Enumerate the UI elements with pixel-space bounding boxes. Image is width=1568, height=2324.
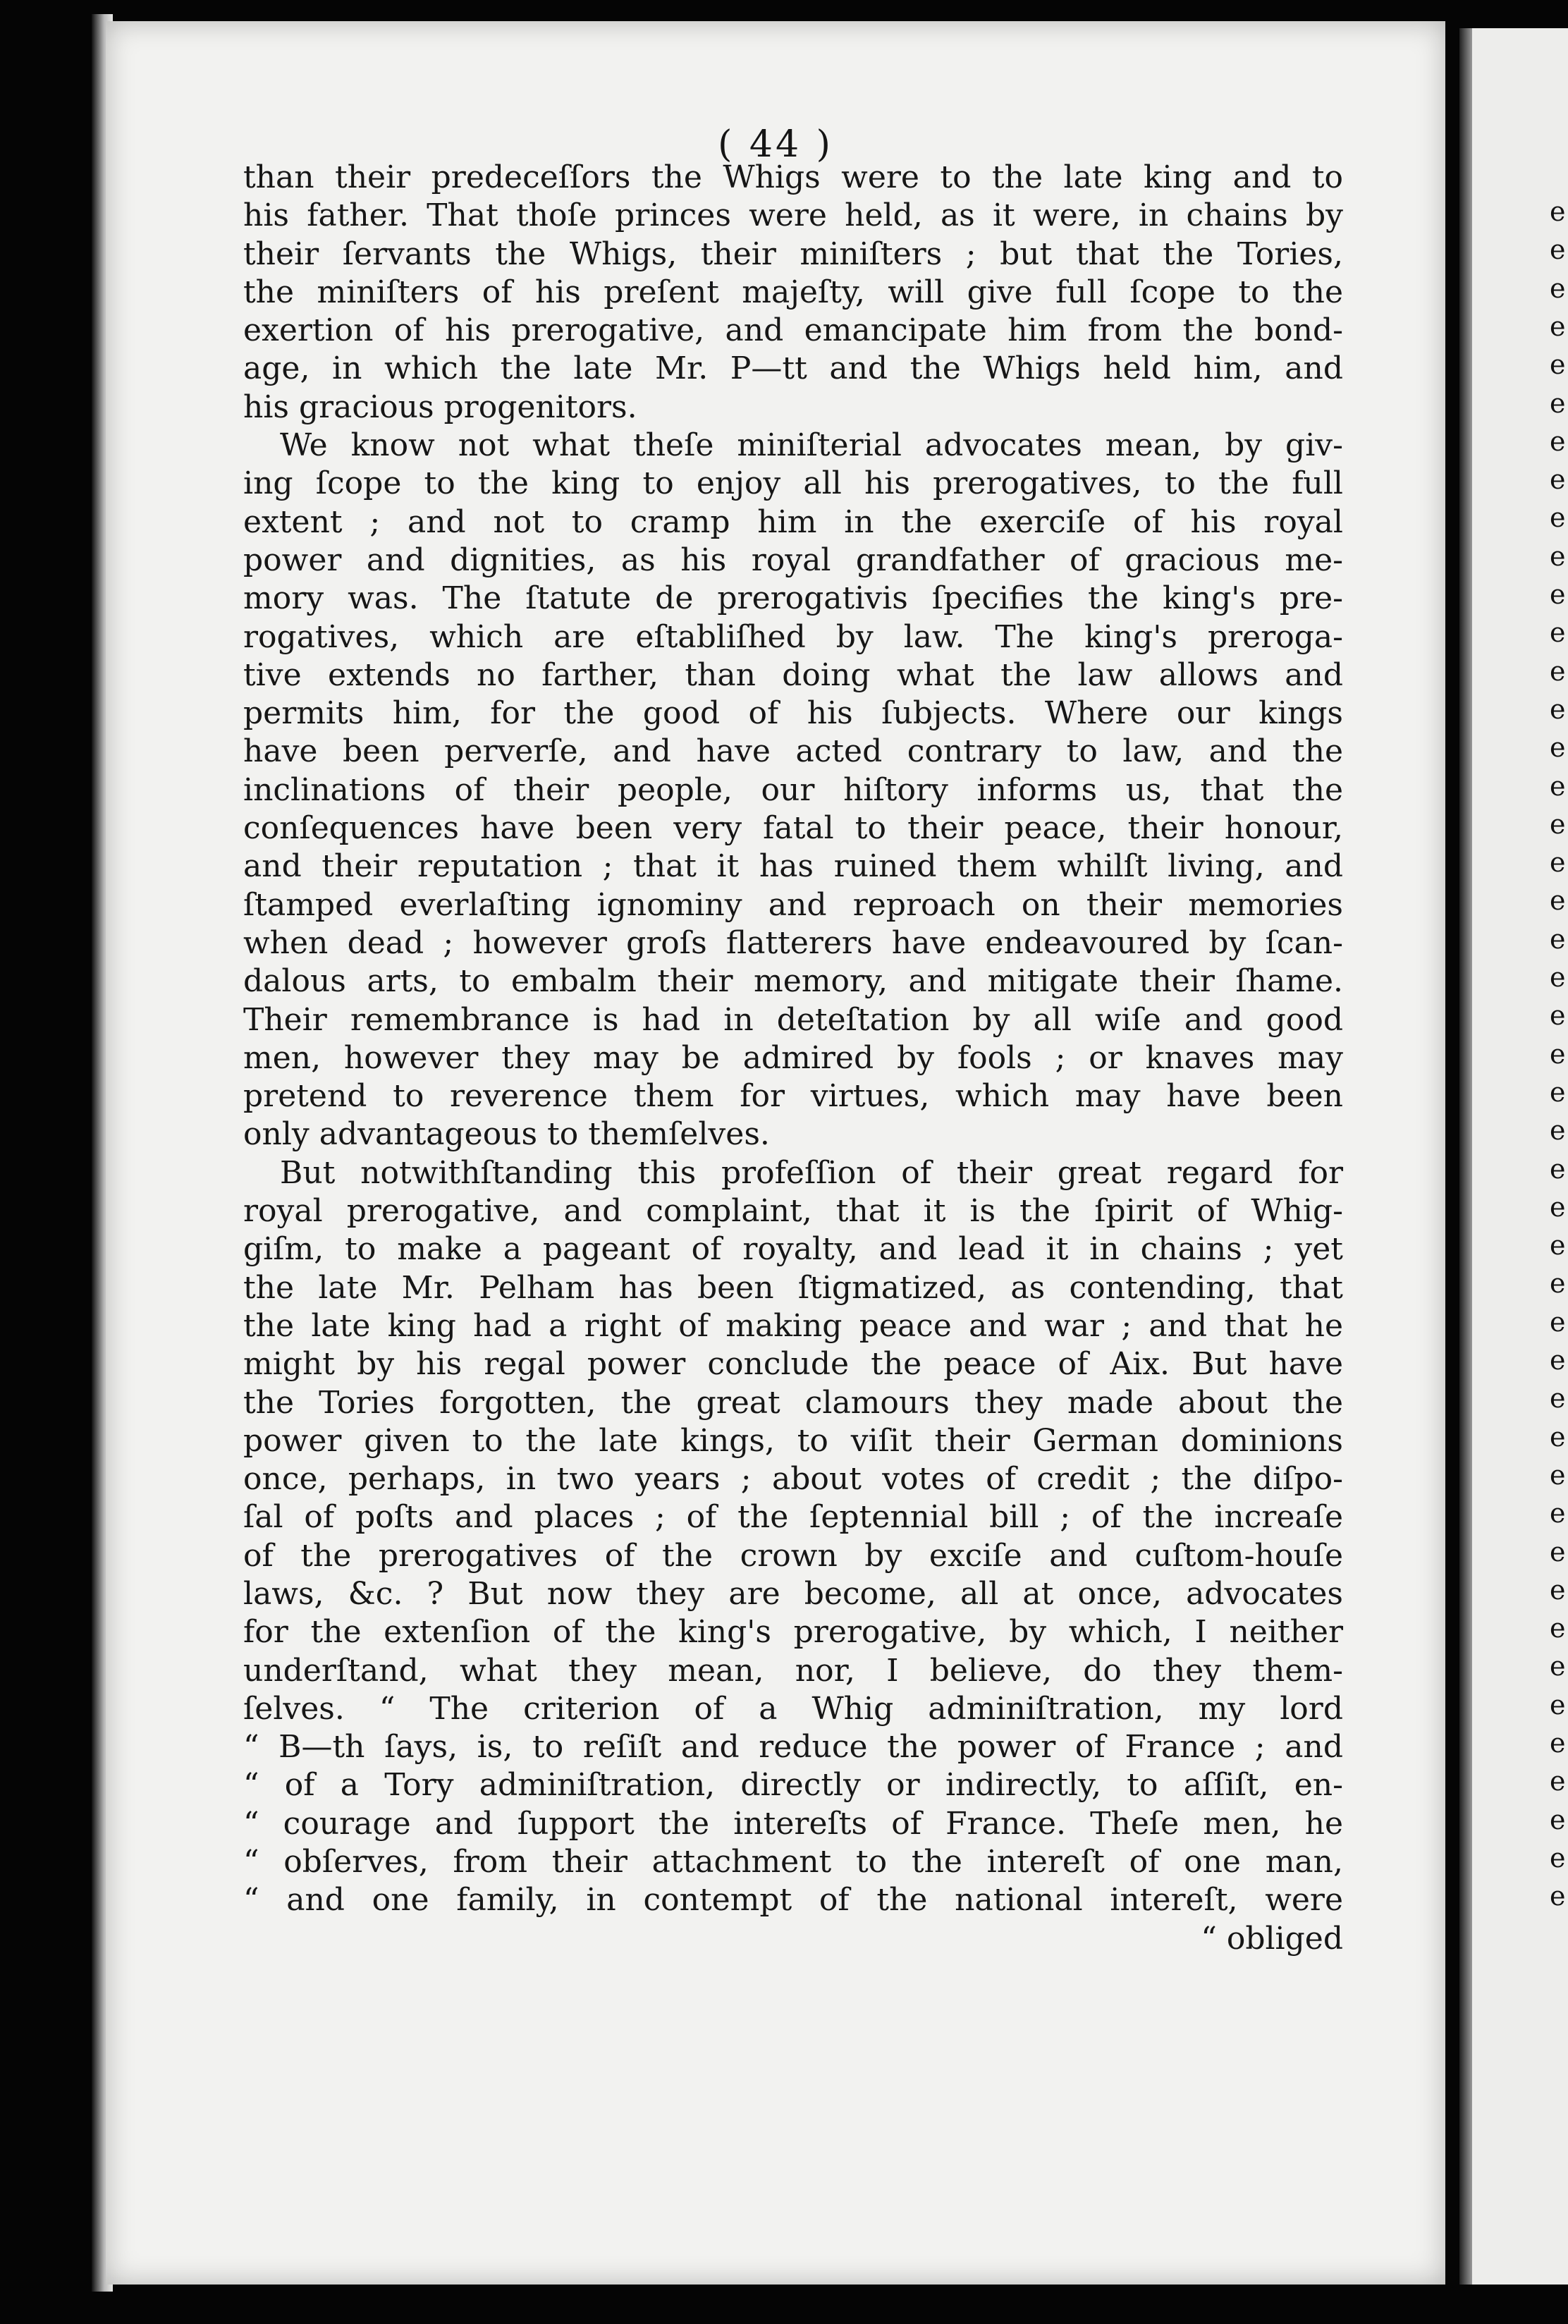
adjacent-page-glyph: e — [1550, 1421, 1566, 1452]
adjacent-page-glyph: e — [1550, 1804, 1566, 1835]
text-line: and their reputation ; that it has ruined them whilſt living, and — [243, 848, 1343, 885]
text-line: his gracious progenitors. — [243, 389, 637, 425]
adjacent-page-glyph: e — [1550, 502, 1566, 534]
text-line: But notwithſtanding this profeſſion of their great regard for — [280, 1154, 1343, 1191]
adjacent-page-glyph: e — [1550, 1766, 1566, 1797]
page-body-text — [243, 159, 1343, 1958]
adjacent-page-glyph: e — [1550, 1498, 1566, 1529]
text-line: mory was. The ſtatute de prerogativis ſpecifies the king's pre- — [243, 580, 1343, 617]
adjacent-page-glyph: e — [1550, 349, 1566, 381]
text-line: ſelves. “ The criterion of a Whig adminiſtration, my lord — [243, 1690, 1343, 1727]
text-line: “ obliged — [1201, 1920, 1343, 1957]
text-line: permits him, for the good of his ſubjects. Where our kings — [243, 695, 1343, 732]
adjacent-page-glyph: e — [1550, 579, 1566, 610]
text-line: age, in which the late Mr. P—tt and the Whigs held him, and — [243, 350, 1343, 387]
text-line: than their predeceſſors the Whigs were to the late king and to — [243, 159, 1343, 195]
text-line: his father. That thoſe princes were held, as it were, in chains by — [243, 197, 1343, 234]
adjacent-page-glyph: e — [1550, 847, 1566, 879]
page-number: ( 44 ) — [718, 123, 833, 166]
adjacent-page-glyph: e — [1550, 885, 1566, 917]
text-line: “ and one family, in contempt of the national intereſt, were — [243, 1882, 1343, 1919]
adjacent-page-edge — [1459, 28, 1568, 2285]
adjacent-page-gutter — [1459, 28, 1472, 2285]
adjacent-page-glyph: e — [1550, 1000, 1566, 1032]
text-line: giſm, to make a pageant of royalty, and lead it in chains ; yet — [243, 1231, 1343, 1268]
adjacent-page-glyph: e — [1550, 617, 1566, 649]
text-line: underſtand, what they mean, nor, I believe, do they them- — [243, 1652, 1343, 1689]
adjacent-page-glyph: e — [1550, 1574, 1566, 1606]
text-line: Their remembrance is had in deteſtation by all wiſe and good — [243, 1001, 1343, 1038]
adjacent-page-glyph: e — [1550, 732, 1566, 764]
text-line: “ courage and ſupport the intereſts of France. Theſe men, he — [243, 1805, 1343, 1842]
text-line: the Tories forgotten, the great clamours they made about the — [243, 1384, 1343, 1421]
adjacent-page-glyph: e — [1550, 1076, 1566, 1108]
adjacent-page-glyph: e — [1550, 425, 1566, 457]
text-line: ſal of poſts and places ; of the ſeptennial bill ; of the increaſe — [243, 1499, 1343, 1536]
text-line: only advantageous to themſelves. — [243, 1116, 770, 1153]
text-line: the miniſters of his preſent majeſty, will give full ſcope to the — [243, 274, 1343, 310]
adjacent-page-glyph: e — [1550, 1306, 1566, 1338]
text-line: royal prerogative, and complaint, that it is the ſpirit of Whig- — [243, 1193, 1343, 1230]
text-line: We know not what theſe miniſterial advocates mean, by giv- — [280, 427, 1343, 464]
text-line: the late king had a right of making peace and war ; and that he — [243, 1307, 1343, 1344]
adjacent-page-glyph: e — [1550, 770, 1566, 802]
text-line: “ B—th ſays, is, to reſiſt and reduce the power of France ; and — [243, 1729, 1343, 1766]
adjacent-page-glyph: e — [1550, 272, 1566, 304]
adjacent-page-glyph: e — [1550, 1038, 1566, 1070]
text-line: power and dignities, as his royal grandfather of gracious me- — [243, 542, 1343, 578]
adjacent-page-glyph: e — [1550, 1613, 1566, 1644]
text-line: tive extends no farther, than doing what the law allows and — [243, 656, 1343, 693]
adjacent-page-glyph: e — [1550, 1842, 1566, 1873]
text-line: exertion of his prerogative, and emancipate him from the bond- — [243, 312, 1343, 349]
text-line: inclinations of their people, our hiſtory informs us, that the — [243, 771, 1343, 808]
adjacent-page-glyph: e — [1550, 387, 1566, 419]
adjacent-page-glyph: e — [1550, 1689, 1566, 1720]
text-line: for the extenſion of the king's prerogative, by which, I neither — [243, 1614, 1343, 1651]
adjacent-page-glyph: e — [1550, 1651, 1566, 1682]
text-line: ſtamped everlaſting ignominy and reproach on their memories — [243, 886, 1343, 923]
adjacent-page-glyph: e — [1550, 1191, 1566, 1223]
adjacent-page-glyph: e — [1550, 1880, 1566, 1912]
text-line: “ of a Tory adminiſtration, directly or indirectly, to aſſiſt, en- — [243, 1767, 1343, 1804]
text-line: when dead ; however groſs flatterers have endeavoured by ſcan- — [243, 924, 1343, 961]
adjacent-page-glyph: e — [1550, 808, 1566, 840]
text-line: their ſervants the Whigs, their miniſters ; but that the Tories, — [243, 236, 1343, 272]
text-line: pretend to reverence them for virtues, which may have been — [243, 1078, 1343, 1115]
adjacent-page-glyph: e — [1550, 464, 1566, 496]
text-line: once, perhaps, in two years ; about votes of credit ; the diſpo- — [243, 1461, 1343, 1498]
text-line: might by his regal power conclude the peace of Aix. But have — [243, 1346, 1343, 1383]
text-line: the late Mr. Pelham has been ſtigmatized, as contending, that — [243, 1269, 1343, 1306]
adjacent-page-glyph: e — [1550, 196, 1566, 227]
adjacent-page-glyph: e — [1550, 234, 1566, 266]
text-line: extent ; and not to cramp him in the exerciſe of his royal — [243, 503, 1343, 540]
adjacent-page-glyph: e — [1550, 1268, 1566, 1299]
adjacent-page-glyph: e — [1550, 655, 1566, 687]
adjacent-page-glyph: e — [1550, 1727, 1566, 1759]
text-line: of the prerogatives of the crown by exciſe and cuſtom-houſe — [243, 1537, 1343, 1574]
text-line: conſequences have been very fatal to their peace, their honour, — [243, 810, 1343, 847]
adjacent-page-glyph: e — [1550, 310, 1566, 342]
adjacent-page-glyph: e — [1550, 693, 1566, 725]
text-line: have been perverſe, and have acted contrary to law, and the — [243, 733, 1343, 770]
adjacent-page-glyph: e — [1550, 1459, 1566, 1491]
adjacent-page-glyph: e — [1550, 1383, 1566, 1414]
adjacent-page-glyph: e — [1550, 540, 1566, 572]
adjacent-page-glyph: e — [1550, 1345, 1566, 1376]
text-line: power given to the late kings, to viſit their German dominions — [243, 1422, 1343, 1459]
adjacent-page-glyph: e — [1550, 1153, 1566, 1185]
text-line: rogatives, which are eſtabliſhed by law. The king's preroga- — [243, 618, 1343, 655]
adjacent-page-glyph: e — [1550, 1230, 1566, 1261]
adjacent-page-glyph: e — [1550, 962, 1566, 993]
text-line: laws, &c. ? But now they are become, all at once, advocates — [243, 1575, 1343, 1612]
adjacent-page-glyph: e — [1550, 923, 1566, 955]
text-line: “ obſerves, from their attachment to the intereſt of one man, — [243, 1844, 1343, 1880]
text-line: dalous arts, to embalm their memory, and mitigate their ſhame. — [243, 963, 1343, 1000]
text-line: men, however they may be admired by fools ; or knaves may — [243, 1039, 1343, 1076]
adjacent-page-glyph: e — [1550, 1115, 1566, 1146]
text-line: ing ſcope to the king to enjoy all his prerogatives, to the full — [243, 465, 1343, 502]
adjacent-page-glyph: e — [1550, 1536, 1566, 1567]
